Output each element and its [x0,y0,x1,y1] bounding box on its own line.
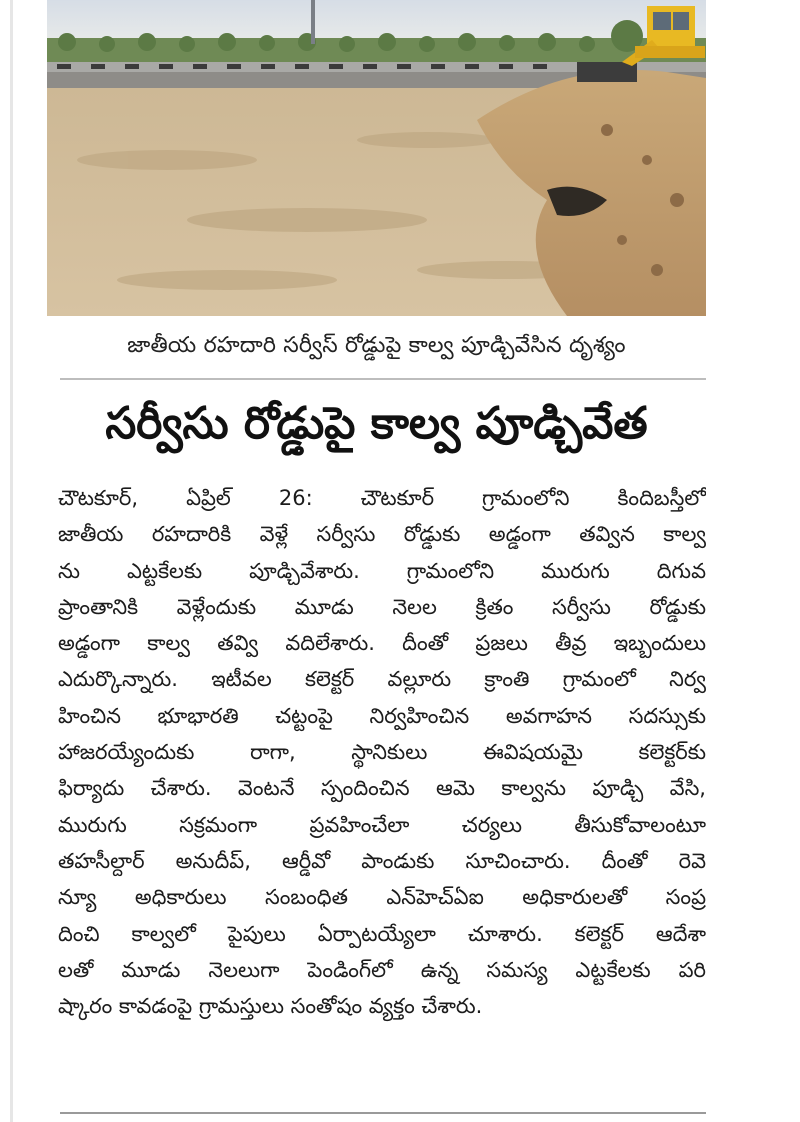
body-line: తహసీల్దార్ అనుదీప్, ఆర్డీవో పాండుకు సూచించారు. దీంతో రెవె [58,848,706,873]
body-line: జాతీయ రహదారికి వెళ్లే సర్వీసు రోడ్డుకు అడ్డంగా తవ్విన కాల్వ [58,522,706,547]
body-line: ఎదుర్కొన్నారు. ఇటీవల కలెక్టర్ వల్లూరు క్రాంతి గ్రామంలో నిర్వ [58,667,706,692]
road-excavation-photo-icon [47,0,706,316]
body-line: ఫిర్యాదు చేశారు. వెంటనే స్పందించిన ఆమె కాల్వను పూడ్చి వేసి, [58,776,706,801]
body-line: చౌటకూర్, ఏప్రిల్ 26: చౌటకూర్ గ్రామంలోని కిందిబస్తీలో [58,486,706,510]
article-headline: సర్వీసు రోడ్డుపై కాల్వ పూడ్చివేత [105,398,648,449]
bottom-divider [60,1112,706,1114]
page-edge-rule [10,0,13,1122]
body-line: హించిన భూభారతి చట్టంపై నిర్వహించిన అవగాహన సదస్సుకు [58,703,706,728]
body-line: అడ్డంగా కాల్వ తవ్వి వదిలేశారు. దీంతో ప్రజలు తీవ్ర ఇబ్బందులు [58,631,706,656]
body-line: న్యూ అధికారులు సంబంధిత ఎన్‌హెచ్‌ఏఐ అధికారులతో సంప్ర [58,885,706,910]
body-line: దించి కాల్వలో పైపులు ఏర్పాటయ్యేలా చూశారు. కలెక్టర్ ఆదేశా [58,921,706,946]
news-photo [47,0,706,316]
body-line: హాజరయ్యేందుకు రాగా, స్థానికులు ఈవిషయమై కలెక్టర్‌కు [58,740,706,765]
photo-caption: జాతీయ రహదారి సర్వీస్ రోడ్డుపై కాల్వ పూడ్చివేసిన దృశ్యం [127,333,626,358]
body-line: మురుగు సక్రమంగా ప్రవహించేలా చర్యలు తీసుకోవాలంటూ [58,812,706,837]
body-line: ను ఎట్టకేలకు పూడ్చివేశారు. గ్రామంలోని మురుగు దిగువ [58,558,706,583]
body-line: ప్రాంతానికి వెళ్లేందుకు మూడు నెలల క్రితం సర్వీసు రోడ్డుకు [58,594,706,619]
caption-divider [60,378,706,380]
body-line: లతో మూడు నెలలుగా పెండింగ్‌లో ఉన్న సమస్య ఎట్టకేలకు పరి [58,957,706,982]
body-line: ష్కారం కావడంపై గ్రామస్తులు సంతోషం వ్యక్తం చేశారు. [58,994,483,1019]
article-body [58,480,706,1024]
